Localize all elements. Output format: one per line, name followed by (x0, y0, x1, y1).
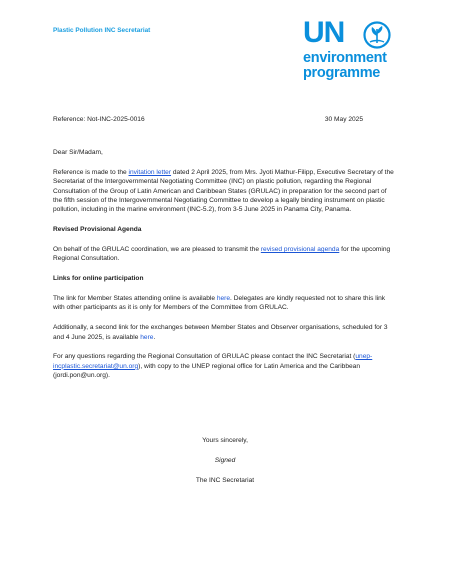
logo-programme: programme (303, 65, 381, 81)
invitation-letter-link[interactable]: invitation letter (128, 168, 172, 176)
revised-agenda-link[interactable]: revised provisional agenda (260, 246, 340, 254)
reference-line (53, 116, 363, 123)
logo-environment: environment (303, 50, 387, 66)
unep-emblem-icon (362, 20, 392, 50)
para1-text-start: Reference is made to the (53, 168, 129, 176)
para4-text-start: Additionally, a second link for the exchanges between Member States and Observer organisations, scheduled for 3 and 4 June 2025, is available (53, 324, 388, 341)
heading-online-links: Links for online participation (53, 275, 144, 283)
salutation: Dear Sir/Madam, (53, 149, 103, 156)
paragraph-invitation (53, 168, 395, 215)
para5-text-start: For any questions regarding the Regional Consultation of GRULAC please contact the INC Secretariat ( (53, 353, 356, 361)
paragraph-observer-link (53, 323, 395, 342)
para2-text-start: On behalf of the GRULAC coordination, we are pleased to transmit the (53, 246, 261, 254)
secretariat-title: Plastic Pollution INC Secretariat (53, 27, 151, 34)
para3-text-end: . Delegates are kindly requested not to share this link with other participants as it is only for Members of the Committee from GRULAC. (53, 295, 386, 312)
letter-body (53, 148, 395, 391)
paragraph-member-link (53, 294, 395, 313)
paragraph-agenda (53, 245, 395, 264)
para4-text-end: . (153, 333, 156, 341)
member-states-link[interactable]: here (216, 295, 231, 303)
secretariat-email-link[interactable]: unep-incplastic.secretariat@un.org (53, 353, 373, 370)
unep-logo (302, 16, 412, 86)
heading-revised-agenda: Revised Provisional Agenda (53, 226, 142, 234)
logo-un: UN (303, 16, 345, 49)
para3-text-start: The link for Member States attending online is available (53, 295, 217, 303)
letter-date: 30 May 2025 (324, 116, 363, 123)
observer-exchange-link[interactable]: here (140, 333, 154, 341)
closing-signatory: The INC Secretariat (195, 477, 255, 484)
para5-text-end: ), with copy to the UNEP regional office for Latin America and the Caribbean (jordi.pon@un.org). (53, 362, 360, 380)
para1-text-end: dated 2 April 2025, from Mrs. Jyoti Mathur-Filipp, Executive Secretary of the Secretariat of the Intergovernmental Negotiating Committee (INC) on plastic pollution, regarding the Regional Consultation of the Group of Latin American and Caribbean States (GRULAC) in preparation for the second part of the fifth session of the Intergovernmental Negotiating Committee to develop a legally binding instrument on plastic pollution, including in the marine environment (INC-5.2), from 3-5 June 2025 in Panama City, Panama. (53, 168, 394, 214)
para2-text-end: for the upcoming Regional Consultation. (53, 246, 391, 263)
reference-number: Reference: Not-INC-2025-0016 (53, 116, 145, 123)
closing-yours-sincerely: Yours sincerely, (202, 437, 248, 444)
closing-signed: Signed (214, 457, 236, 464)
paragraph-contact (53, 352, 395, 380)
